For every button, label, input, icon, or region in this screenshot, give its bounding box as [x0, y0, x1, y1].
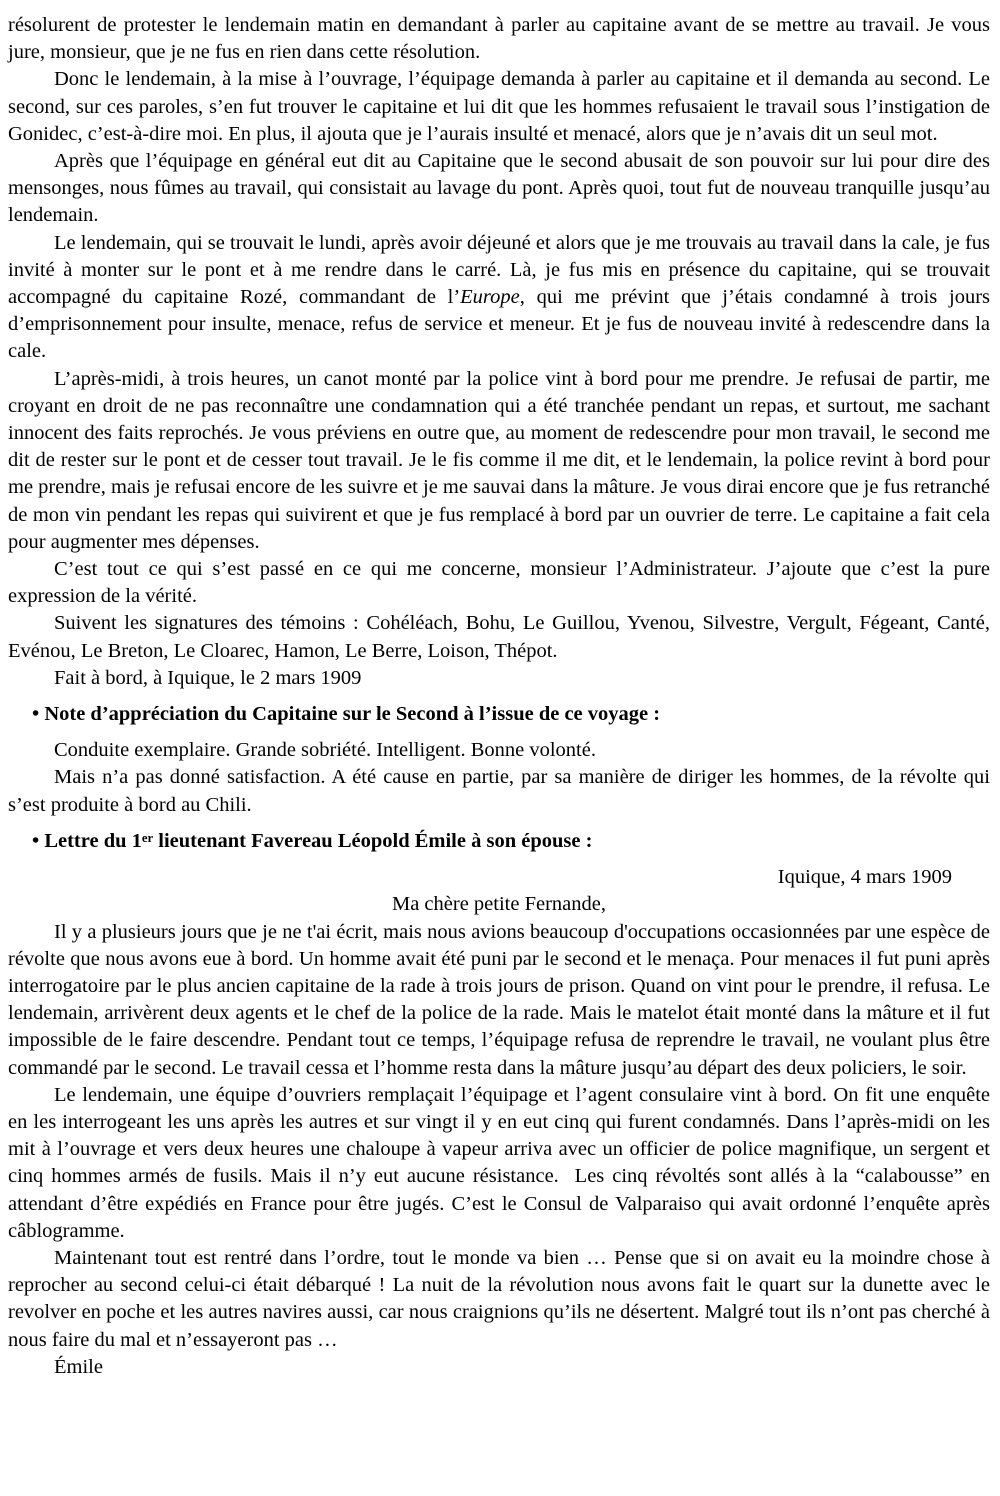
text-run: Suivent les signatures des témoins : Cohéléach, Bohu, Le Guillou, Yvenou, Silvestre, Vergult, Fégeant, Canté, Evénou, Le Breton, Le Cloarec, Hamon, Le Berre, Loison, Thépot. — [8, 612, 990, 662]
text-run: résolurent de protester le lendemain matin en demandant à parler au capitaine avant de se mettre au travail. Je vous jure, monsieur, que je ne fus en rien dans cette résolution. — [8, 14, 990, 64]
text-run: lieutenant Favereau Léopold Émile à son épouse : — [153, 829, 593, 852]
text-run-italic: Europe — [460, 286, 520, 309]
paragraph — [8, 764, 990, 818]
paragraph — [8, 1245, 990, 1354]
text-run: Lettre du 1 — [44, 829, 142, 852]
text-run: Le lendemain, une équipe d’ouvriers remplaçait l’équipage et l’agent consulaire vint à bord. On fit une enquête en les interrogeant les uns après les autres et sur vingt il y en eut cinq qui furent condamnés. Dans l’après-midi on les mit à l’ouvrage et vers deux heures une chaloupe à vapeur arriva avec un officier de police magnifique, un sergent et cinq hommes armés de fusils. Mais il n’y eut aucune résistance. Les cinq révoltés sont allés à la “calabousse” en attendant d’être expédiés en France pour être jugés. C’est le Consul de Valparaiso qui avait ordonné l’enquête après câblogramme. — [8, 1083, 990, 1242]
text-run: Donc le lendemain, à la mise à l’ouvrage, l’équipage demanda à parler au capitaine et il demanda au second. Le second, sur ces paroles, s’en fut trouver le capitaine et lui dit que les hommes refusaient le travail sous l’instigation de Gonidec, c’est-à-dire moi. En plus, il ajouta que je l’aurais insulté et menacé, alors que je n’avais dit un seul mot. — [8, 68, 990, 145]
text-run: Il y a plusieurs jours que je ne t'ai écrit, mais nous avions beaucoup d'occupations occasionnées par une espèce de révolte que nous avons eue à bord. Un homme avait été puni par le second et le menaça. Pour menaces il fut puni après interrogatoire par le plus ancien capitaine de la rade à trois jours de prison. Quand on vint pour le prendre, il refusa. Le lendemain, arrivèrent deux agents et le chef de la police de la rade. Mais le matelot était monté dans la mâture et il fut impossible de le faire descendre. Pendant tout ce temps, l’équipage refusa de reprendre le travail, ne voulant plus être commandé par le second. Le travail cessa et l’homme resta dans la mâture jusqu’au départ des deux policiers, le soir. — [8, 920, 990, 1079]
text-run: Conduite exemplaire. Grande sobriété. Intelligent. Bonne volonté. — [54, 739, 596, 762]
signature — [8, 1354, 990, 1381]
dateline-letter — [8, 864, 990, 891]
text-run-sup: er — [141, 831, 154, 846]
paragraph — [8, 737, 990, 764]
text-run: , qui me prévint que j’étais condamné à trois jours d’emprisonnement pour insulte, menace, refus de service et meneur. Et je fus de nouveau invité à redescendre dans la cale. — [8, 286, 990, 363]
paragraph — [8, 919, 990, 1082]
salutation — [8, 891, 990, 918]
paragraph — [8, 366, 990, 556]
paragraph — [8, 556, 990, 610]
paragraph — [8, 66, 990, 148]
section-heading — [32, 828, 990, 855]
dateline-report — [8, 665, 990, 692]
paragraph — [8, 1082, 990, 1245]
text-run: Le lendemain, qui se trouvait le lundi, après avoir déjeuné et alors que je me trouvais au travail dans la cale, je fus invité à monter sur le pont et à me rendre dans le carré. Là, je fus mis en présence du capitaine, qui se trouvait accompagné du capitaine Rozé, commandant de l’ — [8, 231, 990, 309]
paragraph — [8, 148, 990, 230]
text-run: Fait à bord, à Iquique, le 2 mars 1909 — [54, 666, 362, 689]
text-run: Après que l’équipage en général eut dit au Capitaine que le second abusait de son pouvoir sur lui pour dire des mensonges, nous fûmes au travail, qui consistait au lavage du pont. Après quoi, tout fut de nouveau tranquille jusqu’au lendemain. — [8, 150, 990, 227]
text-run: Émile — [54, 1355, 103, 1378]
text-run: Ma chère petite Fernande, — [391, 893, 606, 916]
section-heading — [32, 701, 990, 728]
paragraph — [8, 610, 990, 664]
text-run: Note d’appréciation du Capitaine sur le Second à l’issue de ce voyage : — [44, 703, 661, 726]
bullet-icon: • — [32, 829, 45, 852]
paragraph — [8, 230, 990, 366]
text-run: Maintenant tout est rentré dans l’ordre, tout le monde va bien … Pense que si on avait eu la moindre chose à reprocher au second celui-ci était débarqué ! La nuit de la révolution nous avons fait le quart sur la dunette avec le revolver en poche et les autres navires aussi, car nous craignions qu’ils ne désertent. Malgré tout ils n’ont pas cherché à nous faire du mal et n’essayeront pas … — [8, 1246, 990, 1351]
text-run: C’est tout ce qui s’est passé en ce qui me concerne, monsieur l’Administrateur. J’ajoute que c’est la pure expression de la vérité. — [8, 558, 990, 608]
paragraph — [8, 12, 990, 66]
bullet-icon: • — [32, 703, 45, 726]
text-run: L’après-midi, à trois heures, un canot monté par la police vint à bord pour me prendre. Je refusai de partir, me croyant en droit de ne pas reconnaître une condamnation qui a été tranchée pendant un repas, et surtout, me sachant innocent des faits reprochés. Je vous préviens en outre que, au moment de redescendre pour mon travail, le second me dit de rester sur le pont et de cesser tout travail. Je le fis comme il me dit, et le lendemain, la police revint à bord pour me prendre, mais je refusai encore de les suivre et je me sauvai dans la mâture. Je vous dirai encore que je fus retranché de mon vin pendant les repas qui suivirent et que je fus remplacé à bord par un ouvrier de terre. Le capitaine a fait cela pour augmenter mes dépenses. — [8, 367, 990, 553]
text-run: Mais n’a pas donné satisfaction. A été cause en partie, par sa manière de diriger les hommes, de la révolte qui s’est produite à bord au Chili. — [8, 766, 990, 816]
text-run: Iquique, 4 mars 1909 — [777, 866, 952, 889]
